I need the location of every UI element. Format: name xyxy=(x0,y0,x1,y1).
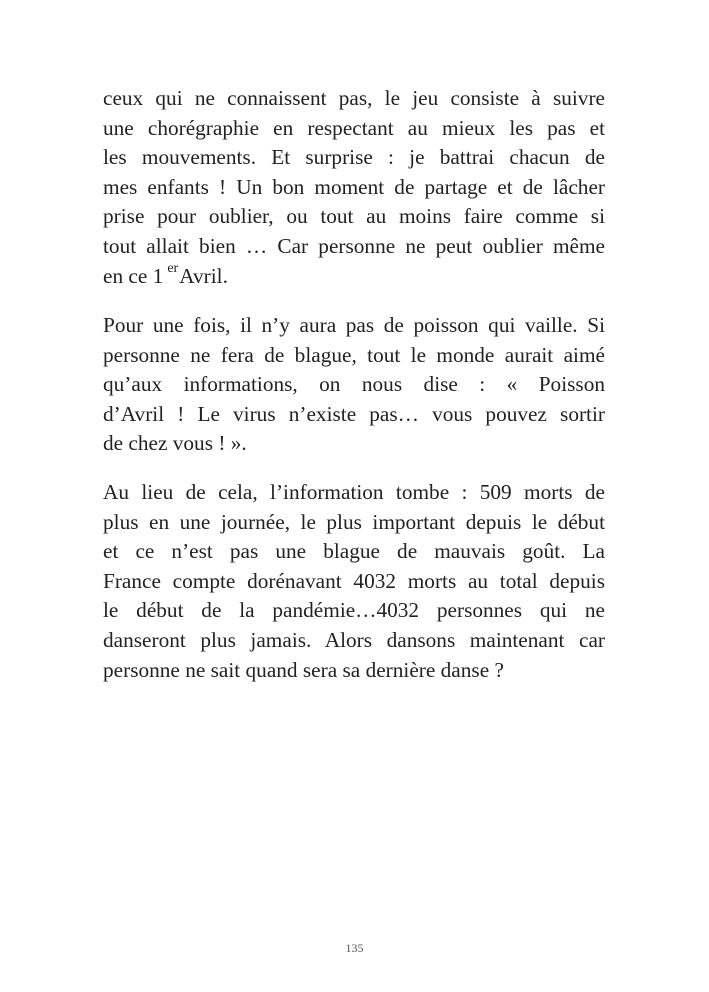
paragraph-line: qu’aux informations, on nous dise : « Poisson xyxy=(103,372,605,397)
date-prefix: en ce 1 xyxy=(103,263,164,288)
paragraph-line: Au lieu de cela, l’information tombe : 509 morts de xyxy=(103,480,605,504)
paragraph-line: de chez vous ! ». xyxy=(103,431,247,456)
paragraph-2 xyxy=(103,311,605,459)
paragraph-3 xyxy=(103,478,605,685)
paragraph-1 xyxy=(103,84,605,291)
paragraph-line: personne ne sait quand sera sa dernière danse ? xyxy=(103,657,504,682)
paragraph-line: une chorégraphie en respectant au mieux les pas et xyxy=(103,115,605,140)
paragraph-line: plus en une journée, le plus important depuis le début xyxy=(103,509,605,534)
paragraph-line-with-superscript xyxy=(103,262,605,292)
paragraph-line: prise pour oublier, ou tout au moins faire comme si xyxy=(103,204,605,229)
paragraph-line: et ce n’est pas une blague de mauvais goût. La xyxy=(103,539,605,564)
paragraph-line: le début de la pandémie…4032 personnes qui ne xyxy=(103,598,605,623)
ordinal-superscript: er xyxy=(167,260,179,276)
paragraph-line: d’Avril ! Le virus n’existe pas… vous pouvez sortir xyxy=(103,401,605,426)
date-suffix: Avril. xyxy=(179,263,228,288)
paragraph-line: Pour une fois, il n’y aura pas de poisson qui vaille. Si xyxy=(103,313,605,337)
paragraph-line: tout allait bien … Car personne ne peut oublier même xyxy=(103,233,605,258)
page-number: 135 xyxy=(345,941,364,955)
paragraph-line: ceux qui ne connaissent pas, le jeu consiste à suivre xyxy=(103,86,605,110)
paragraph-line: personne ne fera de blague, tout le monde aurait aimé xyxy=(103,342,605,367)
paragraph-line: France compte dorénavant 4032 morts au total depuis xyxy=(103,568,605,593)
paragraph-line: danseront plus jamais. Alors dansons maintenant car xyxy=(103,627,605,652)
paragraph-line: mes enfants ! Un bon moment de partage et de lâcher xyxy=(103,174,605,199)
paragraph-line: les mouvements. Et surprise : je battrai chacun de xyxy=(103,145,605,170)
